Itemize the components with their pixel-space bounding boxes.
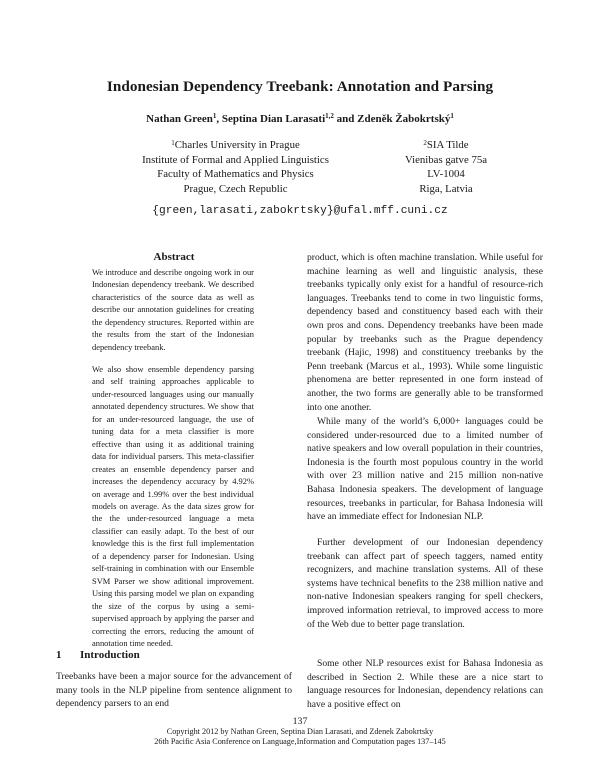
affiliation-line: Prague, Czech Republic: [183, 182, 288, 195]
abstract-paragraph: We also show ensemble dependency parsing and self training approaches applicable to under-resourced languages using our manually annotated dependency structures. We show that for an under-resourced language, the use of tuning data for a meta classifier is more effective than using it as additional training data for individual parsers. This meta-classifier creates an ensemble dependency parser and increases the dependency accuracy by 4.92% on average and 1.99% over the best individual models on average. As the data sizes grow for the the under-resourced language a meta classifier can easily adapt. To the best of our knowledge this is the first full implementation of a dependency parser for Indonesian. Using self-training in combination with our Ensemble SVM Parser we show aditional improvement. Using this parsing model we plan on expanding the size of the corpus by using a semi-supervised approach by applying the parser and correcting the errors, reducing the amount of annotation time needed.: [92, 364, 254, 648]
abstract-paragraph: We introduce and describe ongoing work in our Indonesian dependency treebank. We described characteristics of the source data as well as describe our annotation guidelines for creating the dependency structures. Reported within are the results from the start of the Indonesian dependency treebank.: [92, 267, 254, 352]
body-paragraph: Some other NLP resources exist for Bahasa Indonesia as described in Section 2. While these are a nice start to language resources for Indonesian, dependency relations can have a positive effect on: [307, 658, 543, 710]
paper-title: Indonesian Dependency Treebank: Annotation and Parsing: [106, 78, 494, 95]
affiliation-line: Vienibas gatve 75a: [404, 153, 488, 166]
author-affiliation-mark: 1: [450, 112, 454, 120]
body-paragraph: While many of the world’s 6,000+ languages could be considered under-resourced due to a limited number of native speakers and low overall population in their countries, Indonesia is the fourth most populous country in the world with over 23 million native and 215 million non-native Bahasa Indonesia speakers. The development of language resources, treebanks in particular, for Bahasa Indonesia will have an immediate effect for Indonesian NLP.: [307, 416, 543, 523]
abstract-heading: Abstract: [153, 251, 195, 263]
body-paragraph: product, which is often machine translation. While useful for machine learning as well and linguistic analysis, these treebanks typically only exist for a handful of resource-rich languages. Treebanks tend to come in two linguistic forms, dependency based and constituency based each with their own pros and cons. Dependency treebanks have been made popular by treebanks such as the Prague dependency treebank (Hajic, 1998) and constituency treebanks by the Penn treebank (Marcus et al., 1993). While some linguistic phenomena are better represented in one form instead of another, the two forms are generally able to be transformed into one another.: [307, 252, 543, 413]
author-list: [0, 112, 600, 125]
affiliation-line: SIA Tilde: [426, 139, 469, 151]
page-number: 137: [292, 716, 308, 727]
author-affiliation-mark: 1,2: [325, 112, 334, 120]
section-heading: [56, 649, 140, 661]
affiliation-line: Charles University in Prague: [174, 139, 300, 151]
affiliation-line: Faculty of Mathematics and Physics: [157, 168, 314, 180]
affiliation-line: LV-1004: [427, 168, 465, 180]
author-separator: and: [333, 113, 358, 125]
author-affiliation-mark: 1: [212, 112, 217, 120]
author-name: Septina Dian Larasati: [221, 113, 326, 125]
affiliation-line: Riga, Latvia: [419, 182, 473, 195]
section-number: 1: [56, 649, 62, 661]
body-paragraph: Treebanks have been a major source for the advancement of many tools in the NLP pipeline from sentence alignment to dependency parsers to an end: [56, 671, 292, 710]
body-paragraph: Further development of our Indonesian dependency treebank can affect part of speech taggers, named entity recognizers, and machine translation systems. All of these systems have technical benefits to the 238 million native and non-native Indonesian speakers ranging for spell checkers, improved information retrieval, to improved access to more of the Web due to better page translation.: [307, 537, 543, 630]
affiliation-mark: 1: [171, 139, 175, 147]
affiliation-mark: 2: [423, 139, 427, 147]
section-title: Introduction: [80, 649, 140, 661]
copyright-line: Copyright 2012 by Nathan Green, Septina Dian Larasati, and Zdenek Zabokrtsky: [166, 727, 434, 736]
affiliation-2: [386, 136, 506, 196]
author-emails: {green,larasati,zabokrtsky}@ufal.mff.cuni.cz: [152, 205, 448, 217]
affiliation-line: Institute of Formal and Applied Linguistics: [142, 153, 329, 166]
affiliation-1: [128, 136, 343, 196]
author-separator: ,: [216, 113, 222, 125]
page-footer: [0, 727, 600, 746]
author-name: Nathan Green: [146, 113, 213, 125]
author-name: Zdeněk Žabokrtský: [357, 113, 451, 125]
venue-line: 26th Pacific Asia Conference on Language,Information and Computation pages 137–145: [154, 736, 446, 746]
